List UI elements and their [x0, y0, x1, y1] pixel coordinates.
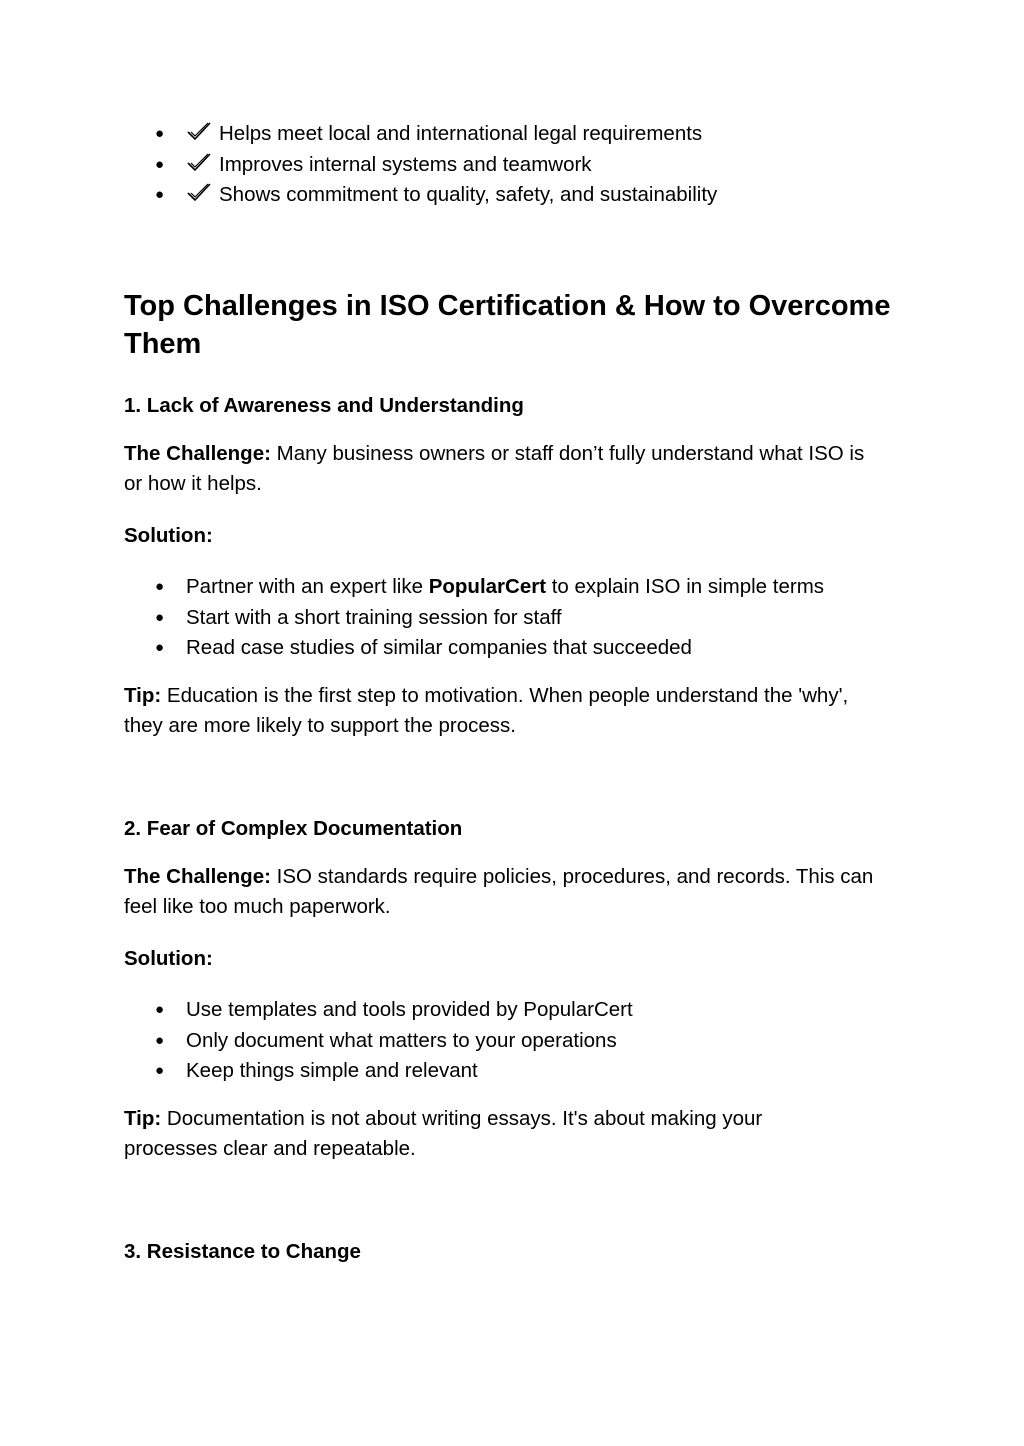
bullet-icon: ● [155, 1001, 165, 1018]
list-item [124, 150, 914, 181]
tip-label: Tip: [124, 1107, 162, 1130]
tip-text: Education is the first step to motivation. When people understand the 'why', they are more likely to support the process. [124, 684, 849, 737]
list-item [124, 572, 914, 603]
list-item [124, 180, 914, 211]
challenge-paragraph [124, 862, 899, 922]
solution-text: Use templates and tools provided by PopularCert [186, 998, 633, 1021]
challenge-heading: 1. Lack of Awareness and Understanding [124, 394, 524, 417]
check-icon [186, 121, 212, 143]
challenge-heading: 2. Fear of Complex Documentation [124, 817, 463, 840]
challenge-text: Many business owners or staff don’t fully understand what ISO is or how it helps. [124, 442, 865, 495]
solution-text: Start with a short training session for staff [186, 605, 562, 629]
benefit-text: Improves internal systems and teamwork [219, 152, 592, 176]
challenge-label: The Challenge: [124, 442, 271, 465]
list-item [124, 1026, 914, 1057]
challenge-label: The Challenge: [124, 865, 271, 888]
challenge-text: ISO standards require policies, procedures, and records. This can feel like too much paperwork. [124, 865, 874, 918]
bullet-icon: ● [155, 186, 165, 203]
solution-text: Keep things simple and relevant [186, 1059, 478, 1082]
tip-paragraph [124, 1104, 824, 1164]
solution-list [124, 995, 914, 1087]
tip-text: Documentation is not about writing essays. It's about making your processes clear and repeatable. [124, 1107, 763, 1160]
challenge-paragraph [124, 439, 874, 499]
solution-list [124, 572, 914, 664]
bullet-icon: ● [155, 578, 165, 595]
benefit-text: Shows commitment to quality, safety, and sustainability [219, 183, 718, 206]
brand-name: PopularCert [428, 575, 547, 598]
check-icon [186, 182, 212, 204]
benefit-text: Helps meet local and international legal requirements [219, 122, 703, 145]
solution-label: Solution: [124, 524, 213, 547]
list-item [124, 603, 914, 634]
solution-text: Read case studies of similar companies that succeeded [186, 636, 692, 659]
list-item [124, 119, 914, 150]
solution-text: Only document what matters to your operations [186, 1028, 617, 1052]
bullet-icon: ● [155, 608, 165, 626]
challenge-heading: 3. Resistance to Change [124, 1240, 361, 1263]
bullet-icon: ● [155, 1062, 165, 1079]
bullet-icon: ● [155, 1031, 165, 1049]
section-title: Top Challenges in ISO Certification & How to Overcome Them [124, 290, 891, 360]
bullet-icon: ● [155, 125, 165, 142]
tip-label: Tip: [124, 684, 162, 707]
benefits-list [124, 119, 914, 211]
list-item [124, 633, 914, 664]
list-item [124, 1056, 914, 1087]
bullet-icon: ● [155, 155, 165, 173]
list-item [124, 995, 914, 1026]
solution-label: Solution: [124, 947, 213, 970]
solution-text: to explain ISO in simple terms [546, 575, 825, 598]
bullet-icon: ● [155, 639, 165, 656]
tip-paragraph [124, 681, 864, 741]
solution-text: Partner with an expert like [186, 575, 429, 598]
check-icon [186, 152, 212, 174]
